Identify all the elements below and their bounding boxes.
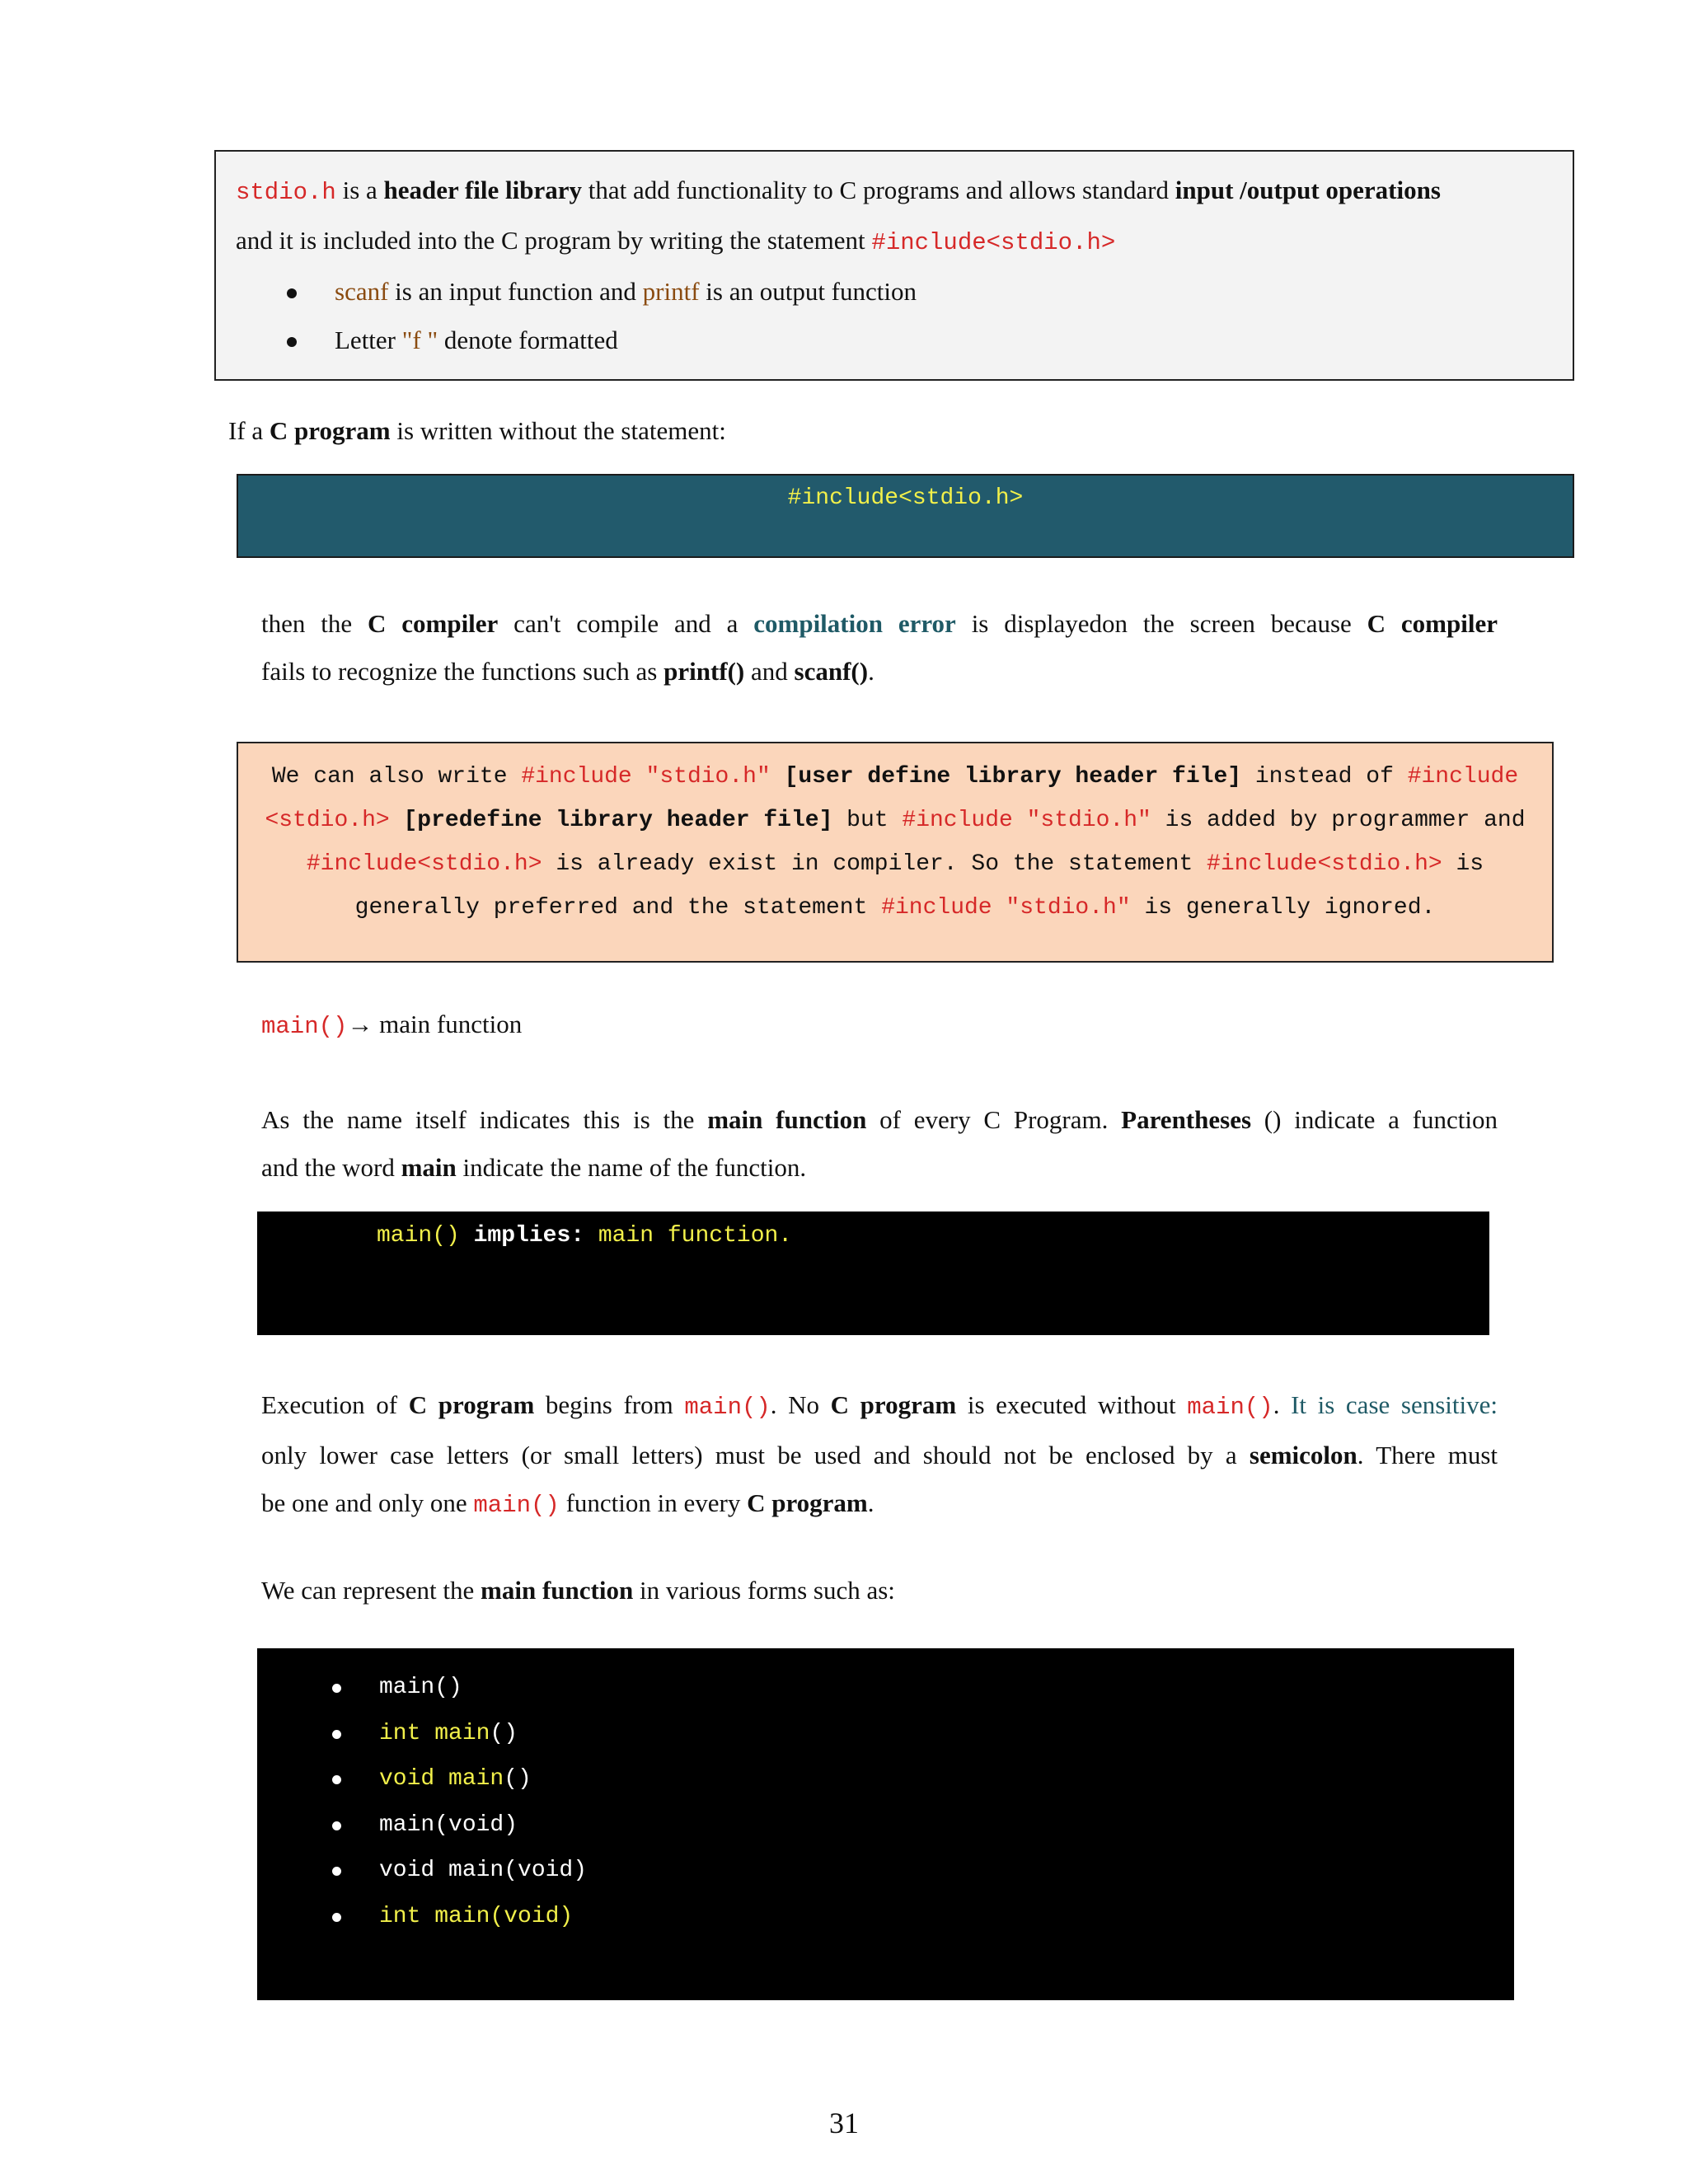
list-item: int main() <box>379 1711 1514 1757</box>
paragraph-execution: Execution of C program begins from main(). No C program is executed without main(). It is case sensitive: only lower case letters (or small letters) must be used and should not be enclosed by a semicolon. There must be one and only one main() function in every C program. <box>261 1390 1498 1519</box>
info-line-1: stdio.h is a header file library that add functionality to C programs and allows standard input /output operations <box>236 176 1441 206</box>
code-box-main-implies: main() implies: main function. <box>257 1212 1489 1335</box>
main-forms-list <box>379 1665 1514 1939</box>
page-number: 31 <box>829 2107 859 2139</box>
paragraph-main-function: As the name itself indicates this is the main function of every C Program. Parentheses () indicate a function and the word main indicate the name of the function. <box>261 1105 1498 1182</box>
arrow-icon: → <box>347 1010 373 1038</box>
code-include-stdio: #include<stdio.h> <box>787 485 1024 511</box>
list-item: int main(void) <box>379 1894 1514 1940</box>
paragraph-compiler-error: then the C compiler can't compile and a compilation error is displayedon the screen because C compiler fails to recognize the functions such as printf() and scanf(). <box>261 609 1498 686</box>
code-include-stdio: #include<stdio.h> <box>871 229 1116 256</box>
info-bullet-list <box>236 267 1553 364</box>
list-item: main(void) <box>379 1802 1514 1849</box>
list-item: scanf is an input function and printf is an output function <box>335 267 1553 316</box>
info-box-stdio <box>214 150 1574 381</box>
main-function-heading: main()→ main function <box>261 1010 523 1040</box>
paragraph-main-forms: We can represent the main function in various forms such as: <box>261 1576 895 1605</box>
intro-sentence: If a C program is written without the statement: <box>228 416 726 445</box>
list-item: Letter "f " denote formatted <box>335 316 1553 364</box>
code-box-include <box>237 474 1574 558</box>
code-stdio-h: stdio.h <box>236 179 336 206</box>
list-item: main() <box>379 1665 1514 1711</box>
info-line-2: and it is included into the C program by writing the statement #include<stdio.h> <box>236 226 1116 256</box>
list-item: void main() <box>379 1756 1514 1802</box>
note-box-include-forms: We can also write #include "stdio.h" [user define library header file] instead of #include <stdio.h> [predefine library header file] but #include "stdio.h" is added by programmer and #include<stdio.h> is already exist in compiler. So the statement #include<stdio.h> is generally preferred and the statement #include "stdio.h" is generally ignored. <box>237 742 1554 963</box>
list-item: void main(void) <box>379 1848 1514 1894</box>
code-box-main-forms <box>257 1648 1514 2000</box>
